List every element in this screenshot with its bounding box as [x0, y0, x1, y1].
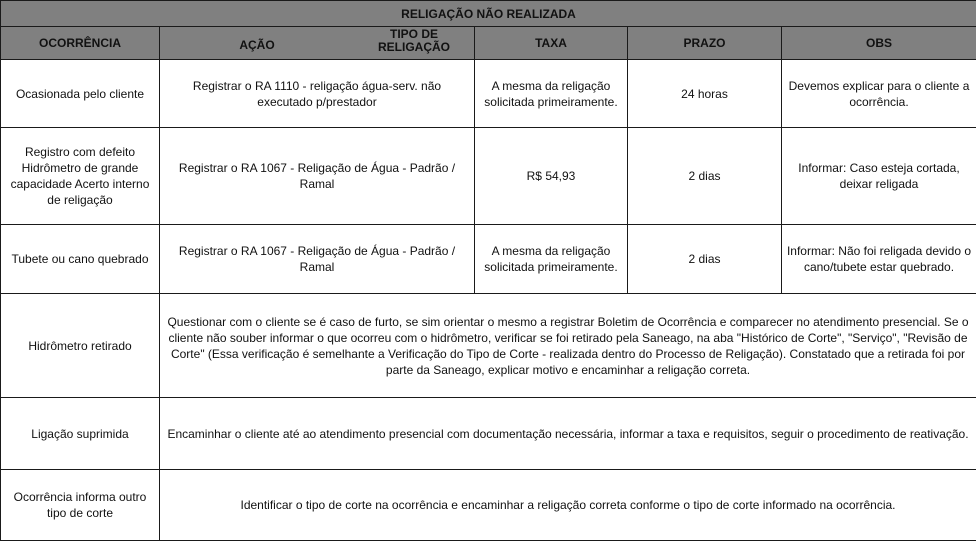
cell-acao: Registrar o RA 1067 - Religação de Água - Padrão / Ramal: [160, 128, 475, 225]
cell-prazo: 2 dias: [628, 225, 782, 294]
cell-prazo: 2 dias: [628, 128, 782, 225]
cell-ocorrencia: Tubete ou cano quebrado: [1, 225, 160, 294]
cell-ocorrencia: Ocasionada pelo cliente: [1, 60, 160, 128]
header-acao-tipo: [160, 27, 475, 60]
cell-prazo: 24 horas: [628, 60, 782, 128]
title-row: [1, 1, 976, 27]
cell-instrucao: Identificar o tipo de corte na ocorrência e encaminhar a religação correta conforme o tipo de corte informado na ocorrência.: [160, 470, 976, 541]
header-prazo: PRAZO: [628, 27, 782, 60]
header-acao: AÇÃO: [222, 37, 292, 53]
header-row: [1, 27, 976, 60]
table-row: [1, 398, 976, 470]
cell-taxa: R$ 54,93: [475, 128, 628, 225]
cell-acao: Registrar o RA 1067 - Religação de Água - Padrão / Ramal: [160, 225, 475, 294]
header-ocorrencia: OCORRÊNCIA: [1, 27, 160, 60]
cell-obs: Devemos explicar para o cliente a ocorrência.: [782, 60, 976, 128]
cell-obs: Informar: Não foi religada devido o cano/tubete estar quebrado.: [782, 225, 976, 294]
table-row: [1, 225, 976, 294]
header-taxa: TAXA: [475, 27, 628, 60]
cell-obs: Informar: Caso esteja cortada, deixar religada: [782, 128, 976, 225]
cell-taxa: A mesma da religação solicitada primeiramente.: [475, 60, 628, 128]
cell-acao: Registrar o RA 1110 - religação água-serv. não executado p/prestador: [160, 60, 475, 128]
table-row: [1, 60, 976, 128]
header-tipo-religacao: TIPO DE RELIGAÇÃO: [372, 28, 456, 54]
cell-ocorrencia: Hidrômetro retirado: [1, 294, 160, 398]
table-row: [1, 470, 976, 541]
table-title: RELIGAÇÃO NÃO REALIZADA: [1, 1, 976, 27]
cell-ocorrencia: Ligação suprimida: [1, 398, 160, 470]
header-obs: OBS: [782, 27, 976, 60]
cell-taxa: A mesma da religação solicitada primeiramente.: [475, 225, 628, 294]
table-row: [1, 294, 976, 398]
table-row: [1, 128, 976, 225]
cell-instrucao: Questionar com o cliente se é caso de furto, se sim orientar o mesmo a registrar Boletim de Ocorrência e comparecer no atendimento presencial. Se o cliente não souber informar o que ocorreu com o hidrômetro, verificar se foi retirado pela Saneago, na aba "Histórico de Corte", "Serviço", "Revisão de Corte" (Essa verificação é semelhante a Verificação do Tipo de Corte - realizada dentro do Processo de Religação). Constatado que a retirada foi por parte da Saneago, explicar motivo e encaminhar a religação correta.: [160, 294, 976, 398]
cell-instrucao: Encaminhar o cliente até ao atendimento presencial com documentação necessária, informar a taxa e requisitos, seguir o procedimento de reativação.: [160, 398, 976, 470]
cell-ocorrencia: Ocorrência informa outro tipo de corte: [1, 470, 160, 541]
cell-ocorrencia: Registro com defeito Hidrômetro de grande capacidade Acerto interno de religação: [1, 128, 160, 225]
